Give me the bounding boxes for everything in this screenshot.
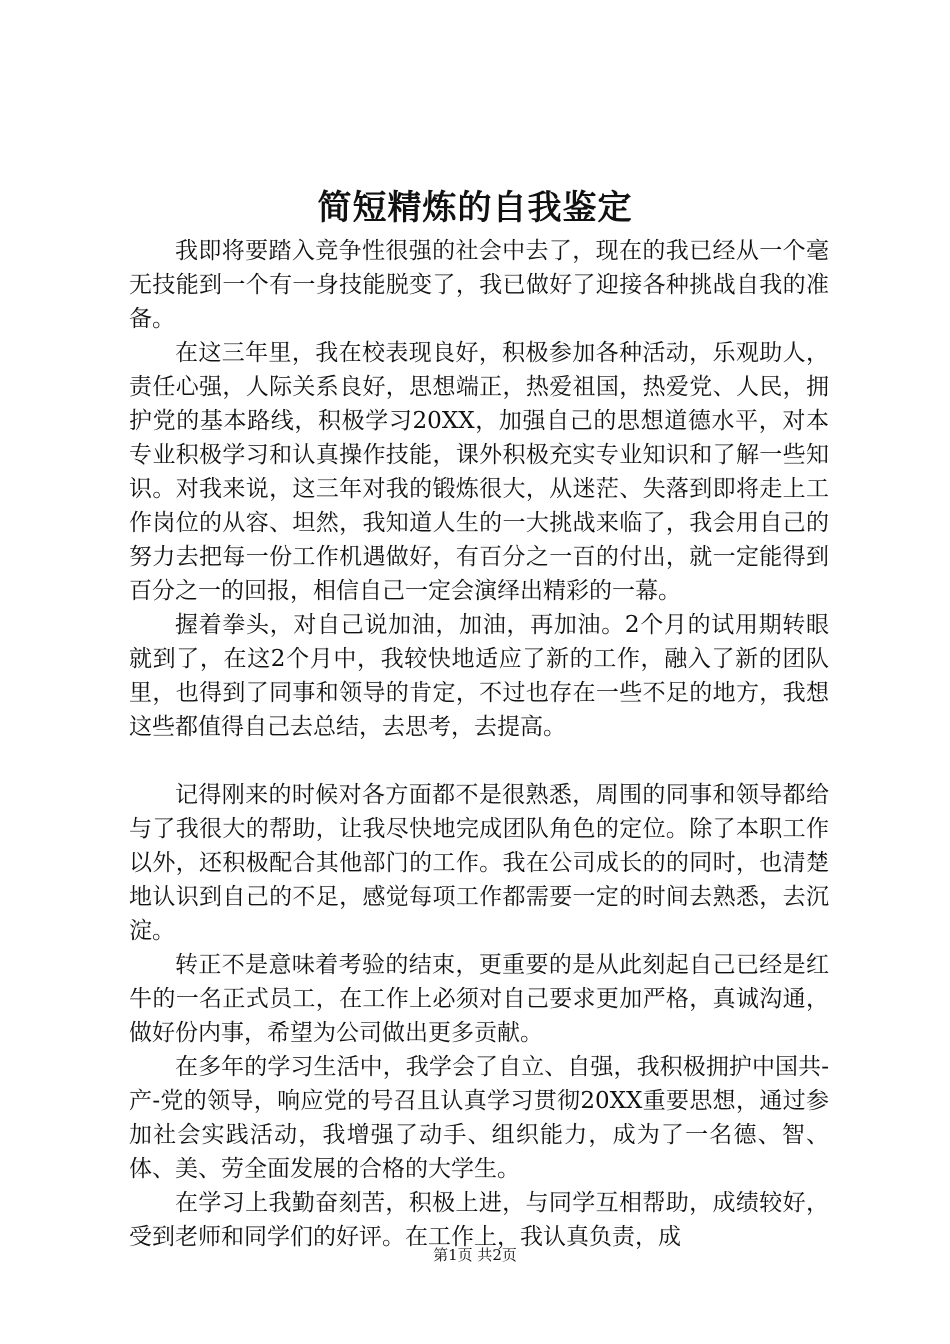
paragraph: 转正不是意味着考验的结束，更重要的是从此刻起自己已经是红牛的一名正式员工，在工作上必须对自己要求更加严格，真诚沟通，做好份内事，希望为公司做出更多贡献。	[129, 952, 829, 1046]
paragraph: 在学习上我勤奋刻苦，积极上进，与同学互相帮助，成绩较好，受到老师和同学们的好评。在工作上，我认真负责，成	[129, 1190, 829, 1250]
document-body	[129, 234, 829, 1254]
paragraph: 握着拳头，对自己说加油，加油，再加油。2个月的试用期转眼就到了，在这2个月中，我较快地适应了新的工作，融入了新的团队里，也得到了同事和领导的肯定，不过也存在一些不足的地方，我想这些都值得自己去总结，去思考，去提高。	[129, 612, 829, 740]
document-title: 简短精炼的自我鉴定	[317, 188, 633, 228]
paragraph: 记得刚来的时候对各方面都不是很熟悉，周围的同事和领导都给与了我很大的帮助，让我尽快地完成团队角色的定位。除了本职工作以外，还积极配合其他部门的工作。我在公司成长的的同时，也清楚地认识到自己的不足，感觉每项工作都需要一定的时间去熟悉，去沉淀。	[129, 782, 829, 944]
paragraph: 我即将要踏入竞争性很强的社会中去了，现在的我已经从一个毫无技能到一个有一身技能脱变了，我已做好了迎接各种挑战自我的准备。	[129, 238, 829, 332]
page-number-footer: 第1页 共2页	[433, 1246, 517, 1264]
paragraph: 在多年的学习生活中，我学会了自立、自强，我积极拥护中国共-产-党的领导，响应党的号召且认真学习贯彻20XX重要思想，通过参加社会实践活动，我增强了动手、组织能力，成为了一名德、智、体、美、劳全面发展的合格的大学生。	[129, 1054, 829, 1182]
paragraph: 在这三年里，我在校表现良好，积极参加各种活动，乐观助人，责任心强，人际关系良好，思想端正，热爱祖国，热爱党、人民，拥护党的基本路线，积极学习20XX，加强自己的思想道德水平，对本专业积极学习和认真操作技能，课外积极充实专业知识和了解一些知识。对我来说，这三年对我的锻炼很大，从迷茫、失落到即将走上工作岗位的从容、坦然，我知道人生的一大挑战来临了，我会用自己的努力去把每一份工作机遇做好，有百分之一百的付出，就一定能得到百分之一的回报，相信自己一定会演绎出精彩的一幕。	[129, 340, 829, 604]
